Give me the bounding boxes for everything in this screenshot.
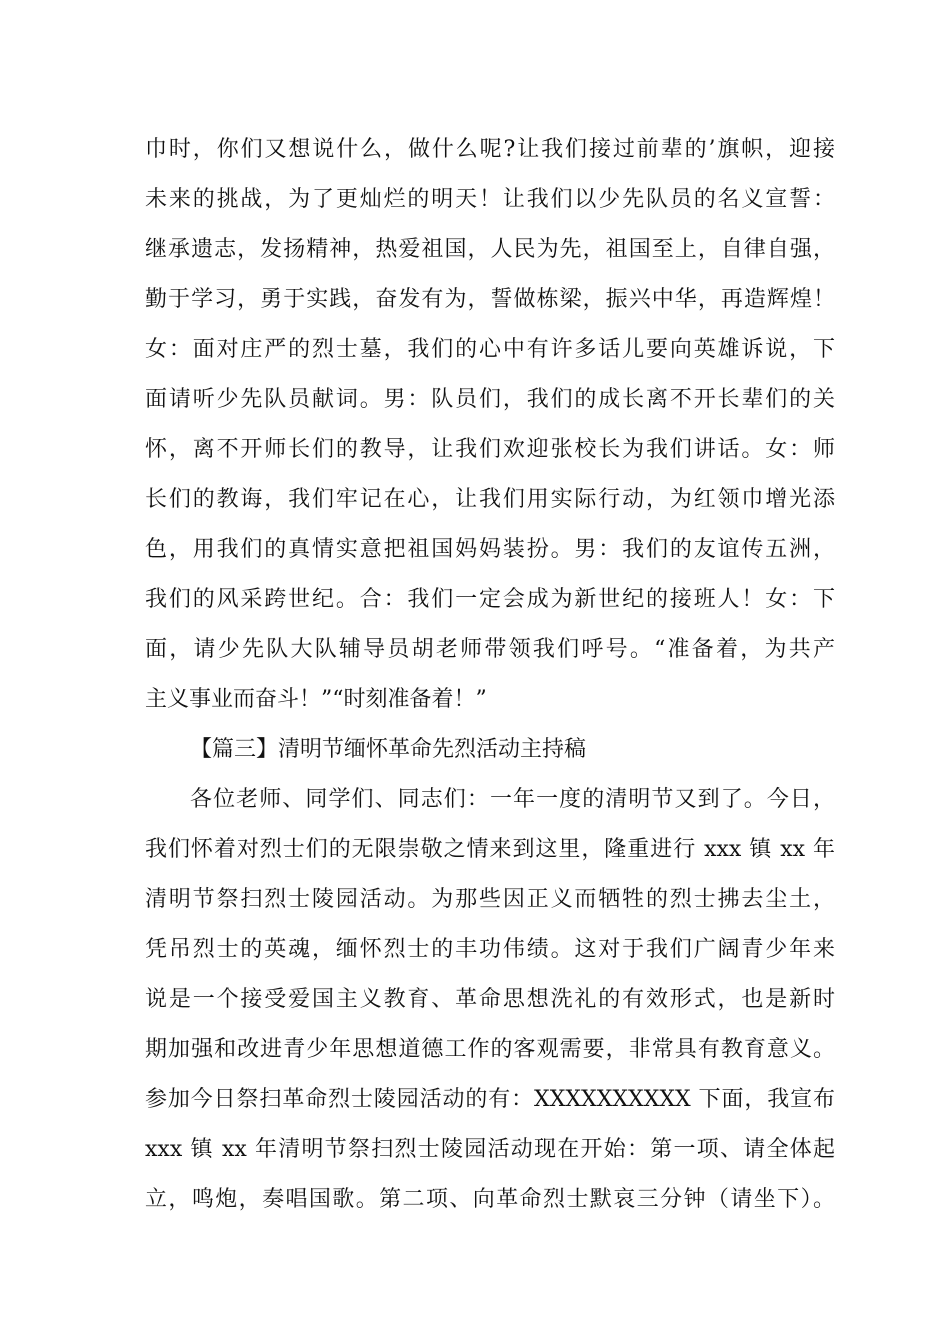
text-line: 勤于学习，勇于实践，奋发有为，誓做栋梁，振兴中华，再造辉煌！ — [145, 287, 835, 312]
text-line: 凭吊烈士的英魂，缅怀烈士的丰功伟绩。这对于我们广阔青少年来 — [145, 937, 835, 962]
text-line: 参加今日祭扫革命烈士陵园活动的有：XXXXXXXXXX 下面，我宣布 — [145, 1087, 835, 1112]
text-line: 各位老师、同学们、同志们：一年一度的清明节又到了。今日， — [190, 787, 835, 812]
text-line: 我们的风采跨世纪。合：我们一定会成为新世纪的接班人！女：下 — [145, 587, 835, 612]
text-line: 面请听少先队员献词。男：队员们，我们的成长离不开长辈们的关 — [145, 387, 835, 412]
text-line: 清明节祭扫烈士陵园活动。为那些因正义而牺牲的烈士拂去尘土， — [145, 887, 835, 912]
text-line: 长们的教诲，我们牢记在心，让我们用实际行动，为红领巾增光添 — [145, 487, 835, 512]
text-line: 说是一个接受爱国主义教育、革命思想洗礼的有效形式，也是新时 — [145, 987, 835, 1012]
text-line: 女：面对庄严的烈士墓，我们的心中有许多话儿要向英雄诉说，下 — [145, 337, 835, 362]
section-heading: 【篇三】清明节缅怀革命先烈活动主持稿 — [190, 737, 587, 762]
text-line: 主义事业而奋斗！”“时刻准备着！” — [145, 687, 487, 712]
text-line: 期加强和改进青少年思想道德工作的客观需要，非常具有教育意义。 — [145, 1037, 835, 1062]
text-line: 巾时，你们又想说什么，做什么呢?让我们接过前辈的’旗帜，迎接 — [145, 137, 835, 162]
text-line: 未来的挑战，为了更灿烂的明天！让我们以少先队员的名义宣誓： — [145, 187, 835, 212]
text-line: 色，用我们的真情实意把祖国妈妈装扮。男：我们的友谊传五洲， — [145, 537, 835, 562]
text-line: 面，请少先队大队辅导员胡老师带领我们呼号。“准备着，为共产 — [145, 637, 835, 662]
text-line: 我们怀着对烈士们的无限崇敬之情来到这里，隆重进行 xxx 镇 xx 年 — [145, 837, 835, 862]
text-line: xxx 镇 xx 年清明节祭扫烈士陵园活动现在开始：第一项、请全体起 — [145, 1137, 835, 1162]
text-line: 继承遗志，发扬精神，热爱祖国，人民为先，祖国至上，自律自强， — [145, 237, 835, 262]
text-line: 立，鸣炮，奏唱国歌。第二项、向革命烈士默哀三分钟（请坐下）。 — [145, 1187, 835, 1212]
text-line: 怀，离不开师长们的教导，让我们欢迎张校长为我们讲话。女：师 — [145, 437, 835, 462]
